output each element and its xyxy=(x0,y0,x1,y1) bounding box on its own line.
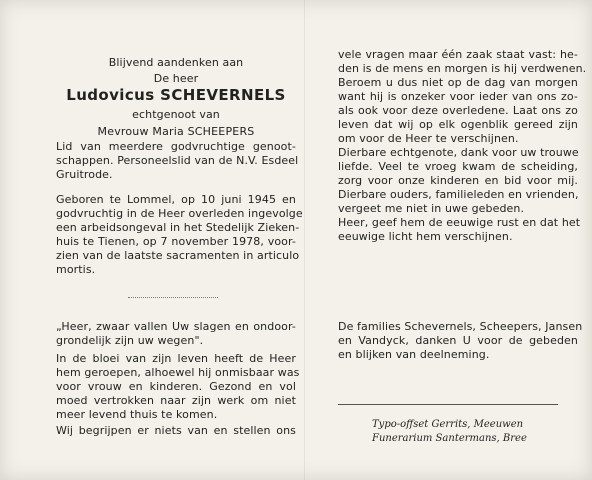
spouse-name: Mevrouw Maria SCHEEPERS xyxy=(97,125,255,138)
quote-line: „Heer, zwaar vallen Uw slagen en ondoor- xyxy=(56,320,296,333)
quote-line: meer levend thuis te komen. xyxy=(56,408,218,421)
death-line: Geboren te Lommel, op 10 juni 1945 en xyxy=(56,193,296,206)
text-line: Heer, geef hem de eeuwige rust en dat het xyxy=(338,216,581,229)
text-line: Beroem u dus niet op de dag van morgen xyxy=(338,76,578,89)
spouse-label: echtgenoot van xyxy=(132,108,220,121)
quote-line: voor vrouw en kinderen. Gezond en vol xyxy=(56,380,296,393)
text-line: Dierbare echtgenote, dank voor uw trouwe xyxy=(338,146,579,159)
fold-line xyxy=(304,0,305,480)
text-line: den is de mens en morgen is hij verdwenen. xyxy=(338,62,587,75)
quote-line: grondelijk zijn uw wegen". xyxy=(56,334,204,347)
printer-line: Funerarium Santermans, Bree xyxy=(372,433,527,444)
deceased-name: Ludovicus SCHEVERNELS xyxy=(66,86,286,104)
text-line: als ook voor deze overledene. Laat ons zo xyxy=(338,104,578,117)
death-line: mortis. xyxy=(56,263,96,276)
bio-line: Gruitrode. xyxy=(56,168,113,181)
section-divider xyxy=(128,297,218,298)
death-line: huis te Tienen, op 7 november 1978, voor- xyxy=(56,235,296,248)
text-line: leven dat wij op elk ogenblik gereed zijn xyxy=(338,118,578,131)
intro-text: Blijvend aandenken aan xyxy=(108,56,244,69)
text-line: vergeet me niet in uwe gebeden. xyxy=(338,202,525,215)
thanks-line: en Vandyck, danken U voor de gebeden xyxy=(338,334,578,347)
quote-line: Wij begrijpen er niets van en stellen ons xyxy=(56,424,296,437)
bio-line: Lid van meerdere godvruchtige genoot- xyxy=(56,140,296,153)
death-line: een arbeidsongeval in het Stedelijk Zieken- xyxy=(56,221,300,234)
text-line: eeuwige licht hem verschijnen. xyxy=(338,230,513,243)
printer-line: Typo-offset Gerrits, Meeuwen xyxy=(372,419,524,430)
thanks-line: en blijken van deelneming. xyxy=(338,348,490,361)
death-line: zien van de laatste sacramenten in articulo xyxy=(56,249,300,262)
text-line: zorg voor onze kinderen en bid voor mij. xyxy=(338,174,578,187)
quote-line: In de bloei van zijn leven heeft de Heer xyxy=(56,352,296,365)
text-line: liefde. Veel te vroeg kwam de scheiding, xyxy=(338,160,578,173)
quote-line: moed vertrokken naar zijn werk om niet xyxy=(56,394,296,407)
text-line: vele vragen maar één zaak staat vast: he- xyxy=(338,48,578,61)
quote-line: hem geroepen, alhoewel hij onmisbaar was xyxy=(56,366,300,379)
bio-line: schappen. Personeelslid van de N.V. Esdeel xyxy=(56,154,299,167)
text-line: om voor de Heer te verschijnen. xyxy=(338,132,519,145)
title-text: De heer xyxy=(153,72,199,85)
printer-divider xyxy=(338,404,558,405)
thanks-line: De families Schevernels, Scheepers, Jansen xyxy=(338,320,583,333)
text-line: Dierbare ouders, familieleden en vrienden, xyxy=(338,188,579,201)
text-line: want hij is onzeker voor ieder van ons zo- xyxy=(338,90,578,103)
death-line: godvruchtig in de Heer overleden ingevolge xyxy=(56,207,303,220)
